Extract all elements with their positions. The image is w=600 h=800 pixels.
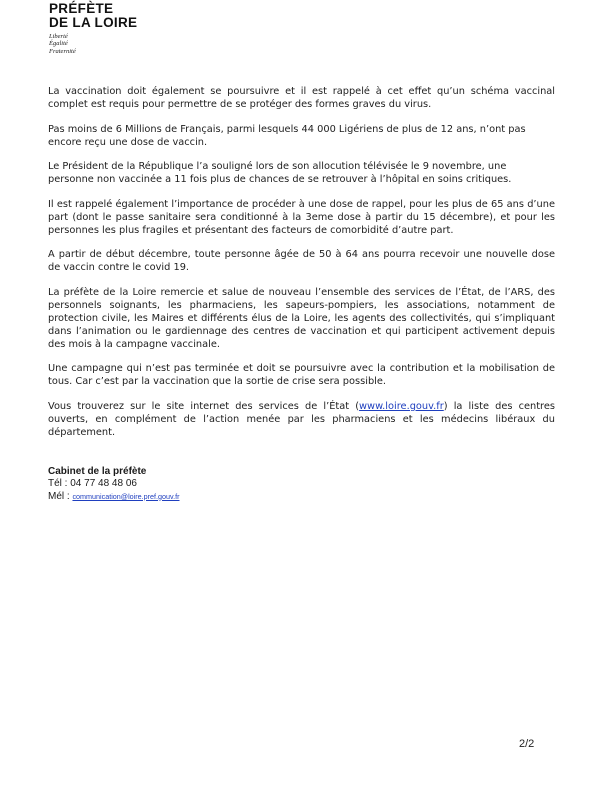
motto-egalite: Égalité <box>49 40 68 48</box>
page-number: 2/2 <box>519 738 535 750</box>
paragraph-full-vaccination: La vaccination doit également se poursuivre et il est rappelé à cet effet qu’un schéma vaccinal complet est requis pour permettre de se protéger des formes graves du virus. <box>48 86 555 110</box>
motto-liberte: Liberté <box>49 33 68 40</box>
logo-title-line-1: PRÉFÈTE <box>49 1 114 16</box>
mail-label: Mél : <box>48 490 73 502</box>
centers-text-before-link: Vous trouverez sur le site internet des services de l’État ( <box>48 400 360 412</box>
paragraph-thanks: La préfète de la Loire remercie et salue de nouveau l’ensemble des services de l’État, de l’ARS, des personnels soignants, les pharmaciens, les sapeurs-pompiers, les associations, notamment de protection civile, les Maires et différents élus de la Loire, les agents des collectivités, qui s’impliquant dans l’animation ou le gardiennage des centres de vaccination et qui participent activement depuis des mois à la campagne vaccinale. <box>48 286 555 350</box>
prefecture-logo <box>49 2 137 55</box>
press-release-body <box>48 85 555 450</box>
centers-text-after-link: ) la liste des centres ouverts, en complément de l’action menée par les pharmaciens et les médecins libéraux du département. <box>48 400 555 438</box>
paragraph-december-50-64: A partir de début décembre, toute personne âgée de 50 à 64 ans pourra recevoir une nouvelle dose de vaccin contre le covid 19. <box>48 249 555 273</box>
paragraph-vaccination-centers <box>48 400 555 439</box>
contact-block <box>48 466 180 503</box>
paragraph-president-allocution: Le Président de la République l’a souligné lors de son allocution télévisée le 9 novembre, une personne non vaccinée a 11 fois plus de chances de se retrouver à l’hôpital en soins critiques. <box>48 161 512 185</box>
paragraph-unvaccinated-count: Pas moins de 6 Millions de Français, parmi lesquels 44 000 Ligériens de plus de 12 ans, n’ont pas encore reçu une dose de vaccin. <box>48 123 526 148</box>
motto-fraternite: Fraternité <box>49 47 76 55</box>
loire-gouv-link[interactable]: www.loire.gouv.fr <box>359 400 444 412</box>
contact-title: Cabinet de la préfète <box>48 466 147 477</box>
paragraph-booster-dose: Il est rappelé également l’importance de procéder à une dose de rappel, pour les plus de 65 ans d’une part (dont le passe sanitaire sera conditionné à la 3eme dose à partir du 15 décembre), et pour les personnes les plus fragiles et présentant des facteurs de comorbidité d’autre part. <box>48 198 555 236</box>
logo-title-line-2: DE LA LOIRE <box>49 15 138 30</box>
republic-motto <box>49 33 137 55</box>
contact-mail <box>48 491 180 503</box>
contact-phone: Tél : 04 77 48 48 06 <box>48 478 137 490</box>
paragraph-campaign-continues: Une campagne qui n’est pas terminée et doit se poursuivre avec la contribution et la mobilisation de tous. Car c’est par la vaccination que la sortie de crise sera possible. <box>48 363 555 387</box>
email-link[interactable]: communication@loire.pref.gouv.fr <box>72 491 180 501</box>
